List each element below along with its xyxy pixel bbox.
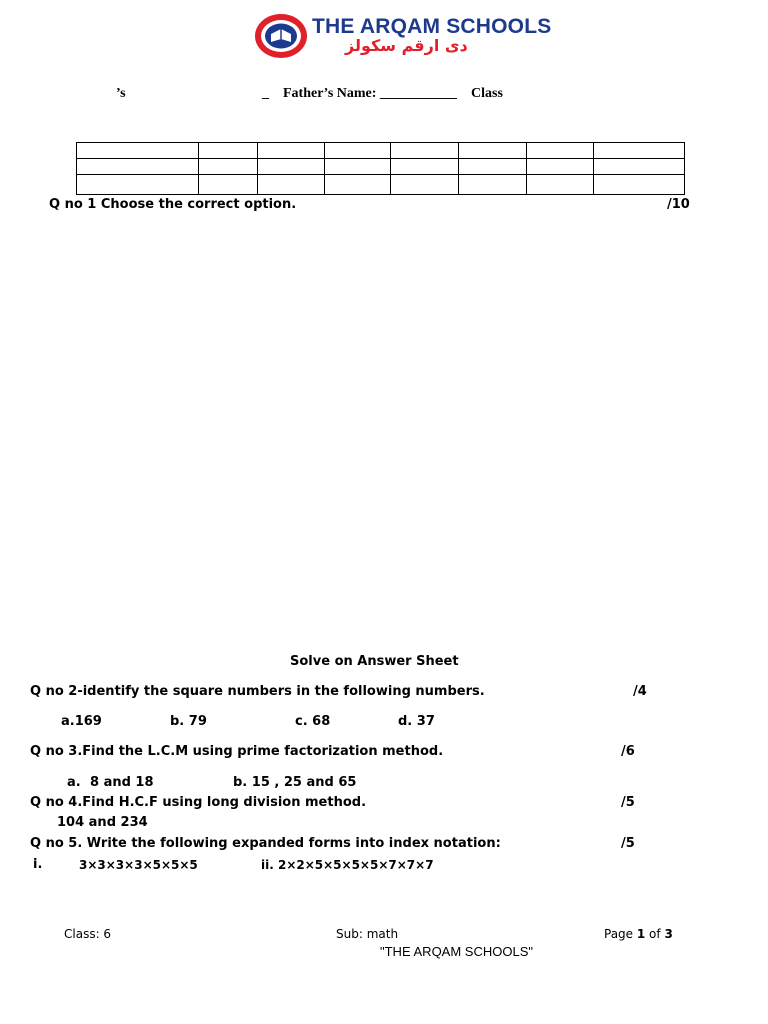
table-row <box>77 159 685 175</box>
page-of: of <box>645 927 665 941</box>
footer-page-number <box>604 927 673 941</box>
school-logo <box>254 13 308 59</box>
question-5-marks: /5 <box>621 836 635 851</box>
question-3-option-a-marker: a. <box>67 775 81 790</box>
question-3-marks: /6 <box>621 744 635 759</box>
page-prefix: Page <box>604 927 637 941</box>
question-5: Q no 5. Write the following expanded forms into index notation: <box>30 836 501 851</box>
footer-subject: Sub: math <box>336 927 399 941</box>
school-name-urdu: دی ارقم سکولز <box>345 36 468 55</box>
table-row <box>77 143 685 159</box>
question-3: Q no 3.Find the L.C.M using prime factorization method. <box>30 744 444 759</box>
question-5-i-marker: i. <box>33 857 43 872</box>
name-underscore: _ <box>262 86 269 101</box>
question-1-marks: /10 <box>667 197 690 212</box>
marks-table <box>76 142 685 195</box>
school-name: THE ARQAM SCHOOLS <box>312 15 552 38</box>
question-4: Q no 4.Find H.C.F using long division method. <box>30 795 367 810</box>
footer-school-name: "THE ARQAM SCHOOLS" <box>380 944 533 959</box>
question-3-option-a: 8 and 18 <box>90 775 154 790</box>
question-5-i-value: 3×3×3×3×5×5×5 <box>79 858 198 872</box>
question-2-option-c: c. 68 <box>295 714 331 729</box>
question-2-option-d: d. 37 <box>398 714 435 729</box>
school-crest-icon <box>254 13 308 59</box>
page-total: 3 <box>664 927 673 941</box>
page-current: 1 <box>636 927 646 941</box>
solve-note: Solve on Answer Sheet <box>290 654 459 669</box>
question-2-marks: /4 <box>633 684 647 699</box>
question-3-option-b: b. 15 , 25 and 65 <box>233 775 357 790</box>
question-1: Q no 1 Choose the correct option. <box>49 197 297 212</box>
question-4-value: 104 and 234 <box>57 815 148 830</box>
question-2-option-a: a.169 <box>61 714 102 729</box>
table-row <box>77 175 685 195</box>
class-label: Class <box>471 86 503 101</box>
question-2-option-b: b. 79 <box>170 714 207 729</box>
footer-class: Class: 6 <box>64 927 112 941</box>
student-name-suffix: ’s <box>116 86 126 101</box>
question-2: Q no 2-identify the square numbers in the following numbers. <box>30 684 485 699</box>
question-5-ii-value: ii. 2×2×5×5×5×5×7×7×7 <box>261 858 434 872</box>
question-4-marks: /5 <box>621 795 635 810</box>
father-name-label: Father’s Name: ___________ <box>283 86 457 101</box>
